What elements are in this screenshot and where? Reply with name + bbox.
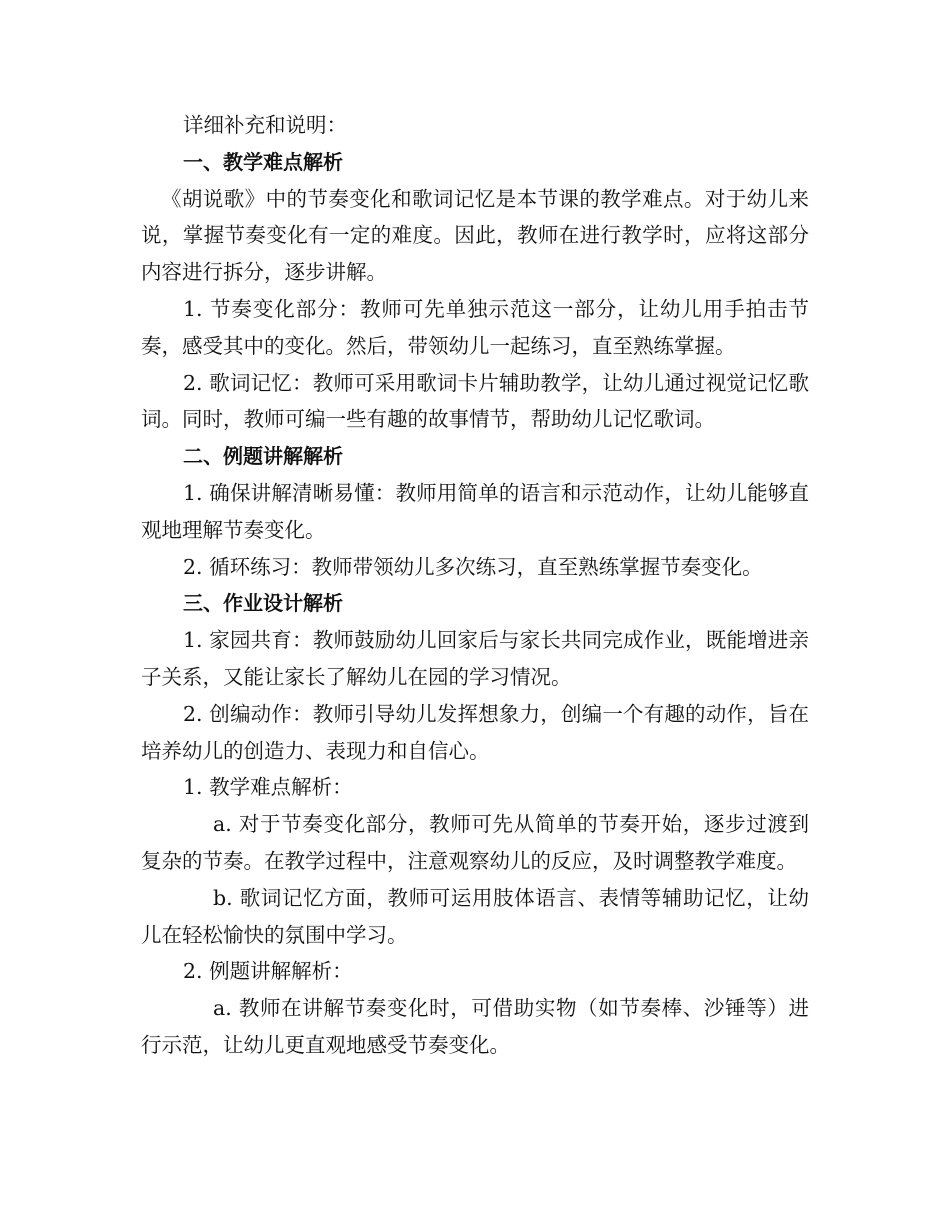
document-body	[141, 107, 809, 1064]
paragraph: 1. 家园共育：教师鼓励幼儿回家后与家长共同完成作业，既能增进亲子关系，又能让家长了解幼儿在园的学习情况。	[141, 628, 809, 689]
detail-item: a. 教师在讲解节奏变化时，可借助实物（如节奏棒、沙锤等）进行示范，让幼儿更直观地感受节奏变化。	[141, 996, 809, 1057]
detail-title: 1. 教学难点解析：	[183, 775, 353, 800]
paragraph: 《胡说歌》中的节奏变化和歌词记忆是本节课的教学难点。对于幼儿来说，掌握节奏变化有一定的难度。因此，教师在进行教学时，应将这部分内容进行拆分，逐步讲解。	[141, 186, 809, 285]
detail-title: 2. 例题讲解解析：	[183, 959, 353, 984]
paragraph: 1. 确保讲解清晰易懂：教师用简单的语言和示范动作，让幼儿能够直观地理解节奏变化。	[141, 480, 809, 542]
section-heading: 一、教学难点解析	[183, 149, 343, 174]
paragraph: 2. 歌词记忆：教师可采用歌词卡片辅助教学，让幼儿通过视觉记忆歌词。同时，教师可编一些有趣的故事情节，帮助幼儿记忆歌词。	[141, 370, 809, 432]
paragraph: 1. 节奏变化部分：教师可先单独示范这一部分，让幼儿用手拍击节奏，感受其中的变化。然后，带领幼儿一起练习，直至熟练掌握。	[141, 296, 809, 358]
section-heading: 二、例题讲解解析	[183, 444, 343, 469]
detail-item: a. 对于节奏变化部分，教师可先从简单的节奏开始，逐步过渡到复杂的节奏。在教学过程中，注意观察幼儿的反应，及时调整教学难度。	[141, 812, 809, 873]
paragraph: 2. 循环练习：教师带领幼儿多次练习，直至熟练掌握节奏变化。	[183, 554, 763, 579]
section-heading: 三、作业设计解析	[183, 591, 343, 616]
detail-item: b. 歌词记忆方面，教师可运用肢体语言、表情等辅助记忆，让幼儿在轻松愉快的氛围中学习。	[141, 885, 809, 947]
intro-text: 详细补充和说明：	[183, 113, 347, 137]
paragraph: 2. 创编动作：教师引导幼儿发挥想象力，创编一个有趣的动作，旨在培养幼儿的创造力、表现力和自信心。	[141, 701, 809, 763]
